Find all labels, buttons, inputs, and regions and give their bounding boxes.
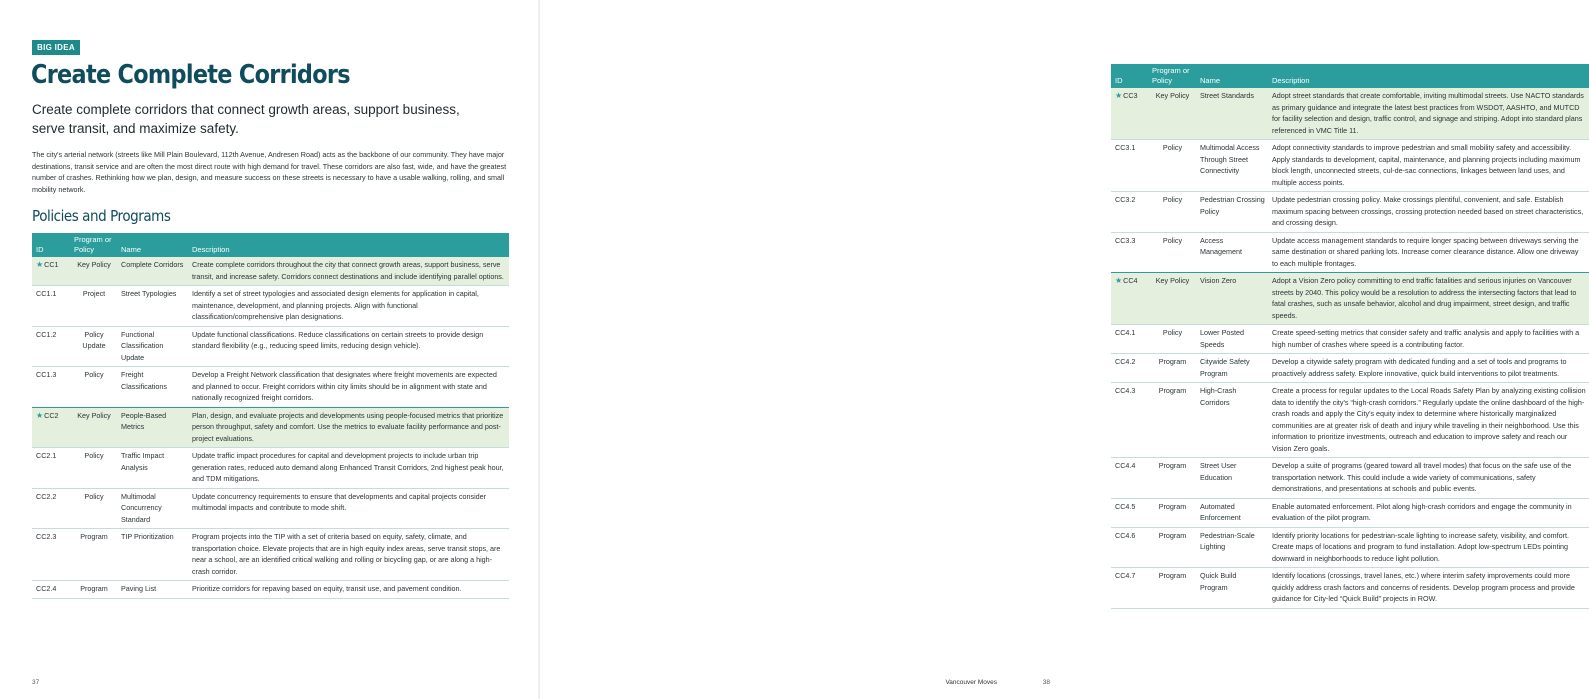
cell-name: TIP Prioritization [117,529,188,581]
cell-id [1111,383,1148,458]
cell-id [1111,140,1148,192]
row-id: CC1.1 [36,289,57,298]
cell-name: Pedestrian-Scale Lighting [1196,527,1268,568]
cell-id [1111,354,1148,383]
cell-type: Program [70,581,117,599]
row-id: CC3.3 [1115,235,1136,245]
row-id: CC3.1 [1115,143,1136,152]
table-row [32,407,509,448]
star-icon: ★ [36,260,44,269]
cell-description: Identify a set of street typologies and associated design elements for application in capital, maintenance, development, and planning projects. Align with functional classification/comprehensive plan designations. [188,286,509,327]
cell-type: Program [70,529,117,581]
big-idea-badge: BIG IDEA [32,40,80,55]
cell-description: Identify locations (crossings, travel lanes, etc.) where interim safety improvements could more quickly address crash factors and concerns of residents. Develop program process and provide guidance for City-led “Quick Build” projects in ROW. [1268,568,1589,609]
cell-type: Policy [70,367,117,408]
row-id: CC2.3 [36,532,57,541]
table-row [32,257,509,286]
table-row [32,367,509,408]
cell-id [1111,527,1148,568]
table-row [32,581,509,599]
left-page [0,0,540,699]
page-number-right: 38 [1042,679,1050,686]
cell-id [32,286,70,327]
footer-brand: Vancouver Moves [945,679,997,686]
header-type: Program or Policy [1148,64,1196,88]
cell-name: Freight Classifications [117,367,188,408]
cell-name: People-Based Metrics [117,407,188,448]
cell-id [32,488,70,529]
cell-id [1111,325,1148,354]
header-description: Description [1268,64,1589,88]
cell-type: Program [1148,458,1196,499]
cell-name: High-Crash Corridors [1196,383,1268,458]
cell-id [32,367,70,408]
table-row [32,326,509,367]
cell-type: Key Policy [1148,273,1196,325]
cell-description: Program projects into the TIP with a set of criteria based on equity, safety, climate, and transportation choice. Elevate projects that are in high equity index areas, serve transit stops, are near a school, are an identified critical walking and rolling or bicycling gap, or are along a high-crash corridor. [188,529,509,581]
cell-type: Policy [70,488,117,529]
cell-type: Policy [1148,325,1196,354]
cell-id [1111,458,1148,499]
row-id: CC3.2 [1115,195,1136,204]
row-id: CC4.7 [1115,571,1136,580]
row-id: CC4.4 [1115,461,1136,470]
header-name: Name [1196,64,1268,88]
cell-description: Develop a suite of programs (geared toward all travel modes) that focus on the safe use of the transportation network. This could include a wide variety of communications, safety demonstrations, and presentations at schools and public events. [1268,458,1589,499]
table-body-right [1111,88,1589,608]
cell-type: Key Policy [70,407,117,448]
row-id: CC2.4 [36,584,57,593]
cell-type: Policy [1148,232,1196,273]
table-row [1111,88,1589,140]
table-row [1111,498,1589,527]
section-title: Policies and Programs [32,207,171,225]
row-id: CC1 [44,260,59,269]
cell-description: Create complete corridors throughout the city that connect growth areas, support business, serve transit, and increase safety. Corridors connect destinations and include identifying parallel options. [188,257,509,286]
cell-type: Program [1148,354,1196,383]
row-id: CC3 [1123,91,1138,100]
header-id: ID [1111,64,1148,88]
cell-type: Policy [70,448,117,489]
star-icon: ★ [1115,91,1123,100]
cell-description: Update traffic impact procedures for capital and development projects to include urban trip generation rates, reduced auto demand along Enhanced Transit Corridors, 2nd highest peak hour, and TDM mitigations. [188,448,509,489]
row-id: CC4 [1123,276,1138,285]
cell-id [32,581,70,599]
row-id: CC1.3 [36,370,57,379]
table-row [1111,527,1589,568]
table-header-row [1111,64,1589,88]
star-icon: ★ [36,410,44,420]
cell-type: Key Policy [1148,88,1196,140]
cell-name: Street Typologies [117,286,188,327]
cell-type: Key Policy [70,257,117,286]
cell-description: Create a process for regular updates to the Local Roads Safety Plan by analyzing existing collision data to identify the city's “high-crash corridors.” Regularly update the online dashboard of the high-crash roads and apply the City's equity index to determine where historically marginalized communities are at greater risk of death and injury while traveling in their neighborhood. Use this information to prioritize investments, outreach and education to improve safety and reach our Vision Zero goals. [1268,383,1589,458]
table-body-left [32,257,509,598]
cell-name: Paving List [117,581,188,599]
row-id: CC4.2 [1115,357,1136,366]
policies-table-left [32,233,509,599]
row-id: CC2.1 [36,451,57,460]
table-row [32,488,509,529]
cell-type: Program [1148,498,1196,527]
intro-paragraph: The city's arterial network (streets like Mill Plain Boulevard, 112th Avenue, Andresen Road) acts as the backbone of our community. They have major destinations, transit service and are often the most direct route with high demand for travel. These corridors are also fast, wide, and have the greatest number of crashes. Rethinking how we plan, design, and measure success on these streets is necessary to have a usable walking, rolling, and small mobility network. [32,150,507,194]
header-description: Description [188,233,509,257]
cell-type: Program [1148,383,1196,458]
cell-name: Street Standards [1196,88,1268,140]
table-row [1111,568,1589,609]
page-subtitle: Create complete corridors that connect growth areas, support business, serve transit, and maximize safety. [32,102,460,136]
table-row [1111,192,1589,233]
cell-name: Functional Classification Update [117,326,188,367]
cell-description: Develop a citywide safety program with dedicated funding and a set of tools and programs to proactively address safety. Explore innovative, quick build interventions to pilot treatments. [1268,354,1589,383]
cell-id [32,257,70,286]
right-page [540,0,1586,699]
page-number-left: 37 [32,679,40,686]
table-row [1111,458,1589,499]
row-id: CC2 [44,410,59,420]
cell-name: Automated Enforcement [1196,498,1268,527]
row-id: CC4.3 [1115,386,1136,395]
header-name: Name [117,233,188,257]
cell-description: Enable automated enforcement. Pilot along high-crash corridors and engage the community in evaluation of the pilot program. [1268,498,1589,527]
cell-description: Plan, design, and evaluate projects and developments using people-focused metrics that prioritize person throughput, safety and comfort. Use the metrics to evaluate facility performance and post-project evaluations. [188,407,509,448]
cell-id [1111,88,1148,140]
row-id: CC1.2 [36,329,57,339]
cell-description: Adopt street standards that create comfortable, inviting multimodal streets. Use NACTO standards as primary guidance and integrate the latest best practices from WSDOT, AASHTO, and MUTCD for facility selection and design, traffic control, and signage and striping. Adopt into standard plans referenced in VMC Title 11. [1268,88,1589,140]
table-row [1111,140,1589,192]
cell-description: Develop a Freight Network classification that designates where freight movements are expected and planned to occur. Freight corridors within city limits should be in alignment with state and nationally recognized freight corridors. [188,367,509,408]
cell-description: Identify priority locations for pedestrian-scale lighting to increase safety, visibility, and comfort. Create maps of locations and program to fund installation. Adopt low-spectrum LEDs pointing downward in neighborhoods to reduce light pollution. [1268,527,1589,568]
cell-id [1111,273,1148,325]
table-row [1111,383,1589,458]
cell-description: Update access management standards to require longer spacing between driveways serving the same destination or shared parking lots. Increase corner clearance distance. Allow one driveway to each multiple frontages. [1268,232,1589,273]
cell-id [1111,232,1148,273]
cell-name: Pedestrian Crossing Policy [1196,192,1268,233]
table-row [1111,232,1589,273]
cell-name: Access Management [1196,232,1268,273]
cell-description: Adopt a Vision Zero policy committing to end traffic fatalities and serious injuries on Vancouver streets by 2040. This policy would be a resolution to address the intersecting factors that lead to fatal crashes, such as unsafe behavior, alcohol and drug impairment, street design, and traffic speeds. [1268,273,1589,325]
table-row [1111,325,1589,354]
cell-description: Create speed-setting metrics that consider safety and traffic analysis and apply to facilities with a high number of crashes where speed is a contributing factor. [1268,325,1589,354]
cell-description: Prioritize corridors for repaving based on equity, transit use, and pavement condition. [188,581,509,599]
header-type: Program or Policy [70,233,117,257]
policies-table-right [1111,64,1589,609]
cell-type: Policy [1148,140,1196,192]
row-id: CC4.6 [1115,530,1136,540]
cell-name: Traffic Impact Analysis [117,448,188,489]
table-row [1111,354,1589,383]
cell-type: Policy [1148,192,1196,233]
table-row [32,448,509,489]
cell-id [32,326,70,367]
table-header-row [32,233,509,257]
cell-name: Quick Build Program [1196,568,1268,609]
row-id: CC4.5 [1115,501,1136,511]
table-row [1111,273,1589,325]
table-row [32,529,509,581]
cell-description: Update pedestrian crossing policy. Make crossings plentiful, convenient, and safe. Establish maximum spacing between crossings, crossing protection needed based on street characteristics, and crossing design. [1268,192,1589,233]
cell-name: Lower Posted Speeds [1196,325,1268,354]
cell-type: Program [1148,527,1196,568]
cell-name: Citywide Safety Program [1196,354,1268,383]
cell-description: Update concurrency requirements to ensure that developments and capital projects consider multimodal impacts and contribute to mode shift. [188,488,509,529]
cell-name: Multimodal Concurrency Standard [117,488,188,529]
cell-description: Update functional classifications. Reduce classifications on certain streets to provide design standard flexibility (e.g., reducing speed limits, reducing design vehicle). [188,326,509,367]
cell-id [32,529,70,581]
cell-id [32,407,70,448]
cell-id [1111,568,1148,609]
table-row [32,286,509,327]
cell-id [1111,192,1148,233]
row-id: CC4.1 [1115,328,1136,337]
cell-type: Project [70,286,117,327]
cell-id [32,448,70,489]
cell-name: Multimodal Access Through Street Connectivity [1196,140,1268,192]
header-id: ID [32,233,70,257]
cell-name: Street User Education [1196,458,1268,499]
cell-description: Adopt connectivity standards to improve pedestrian and small mobility safety and accessibility. Apply standards to development, capital, maintenance, and planning projects including maximum block length, unconnected streets, cul-de-sac connections, linkages between land uses, and multiple access points. [1268,140,1589,192]
row-id: CC2.2 [36,491,57,501]
cell-name: Vision Zero [1196,273,1268,325]
cell-id [1111,498,1148,527]
cell-name: Complete Corridors [117,257,188,286]
page-title: Create Complete Corridors [31,60,350,90]
cell-type: Program [1148,568,1196,609]
cell-type: Policy Update [70,326,117,367]
star-icon: ★ [1115,276,1123,285]
